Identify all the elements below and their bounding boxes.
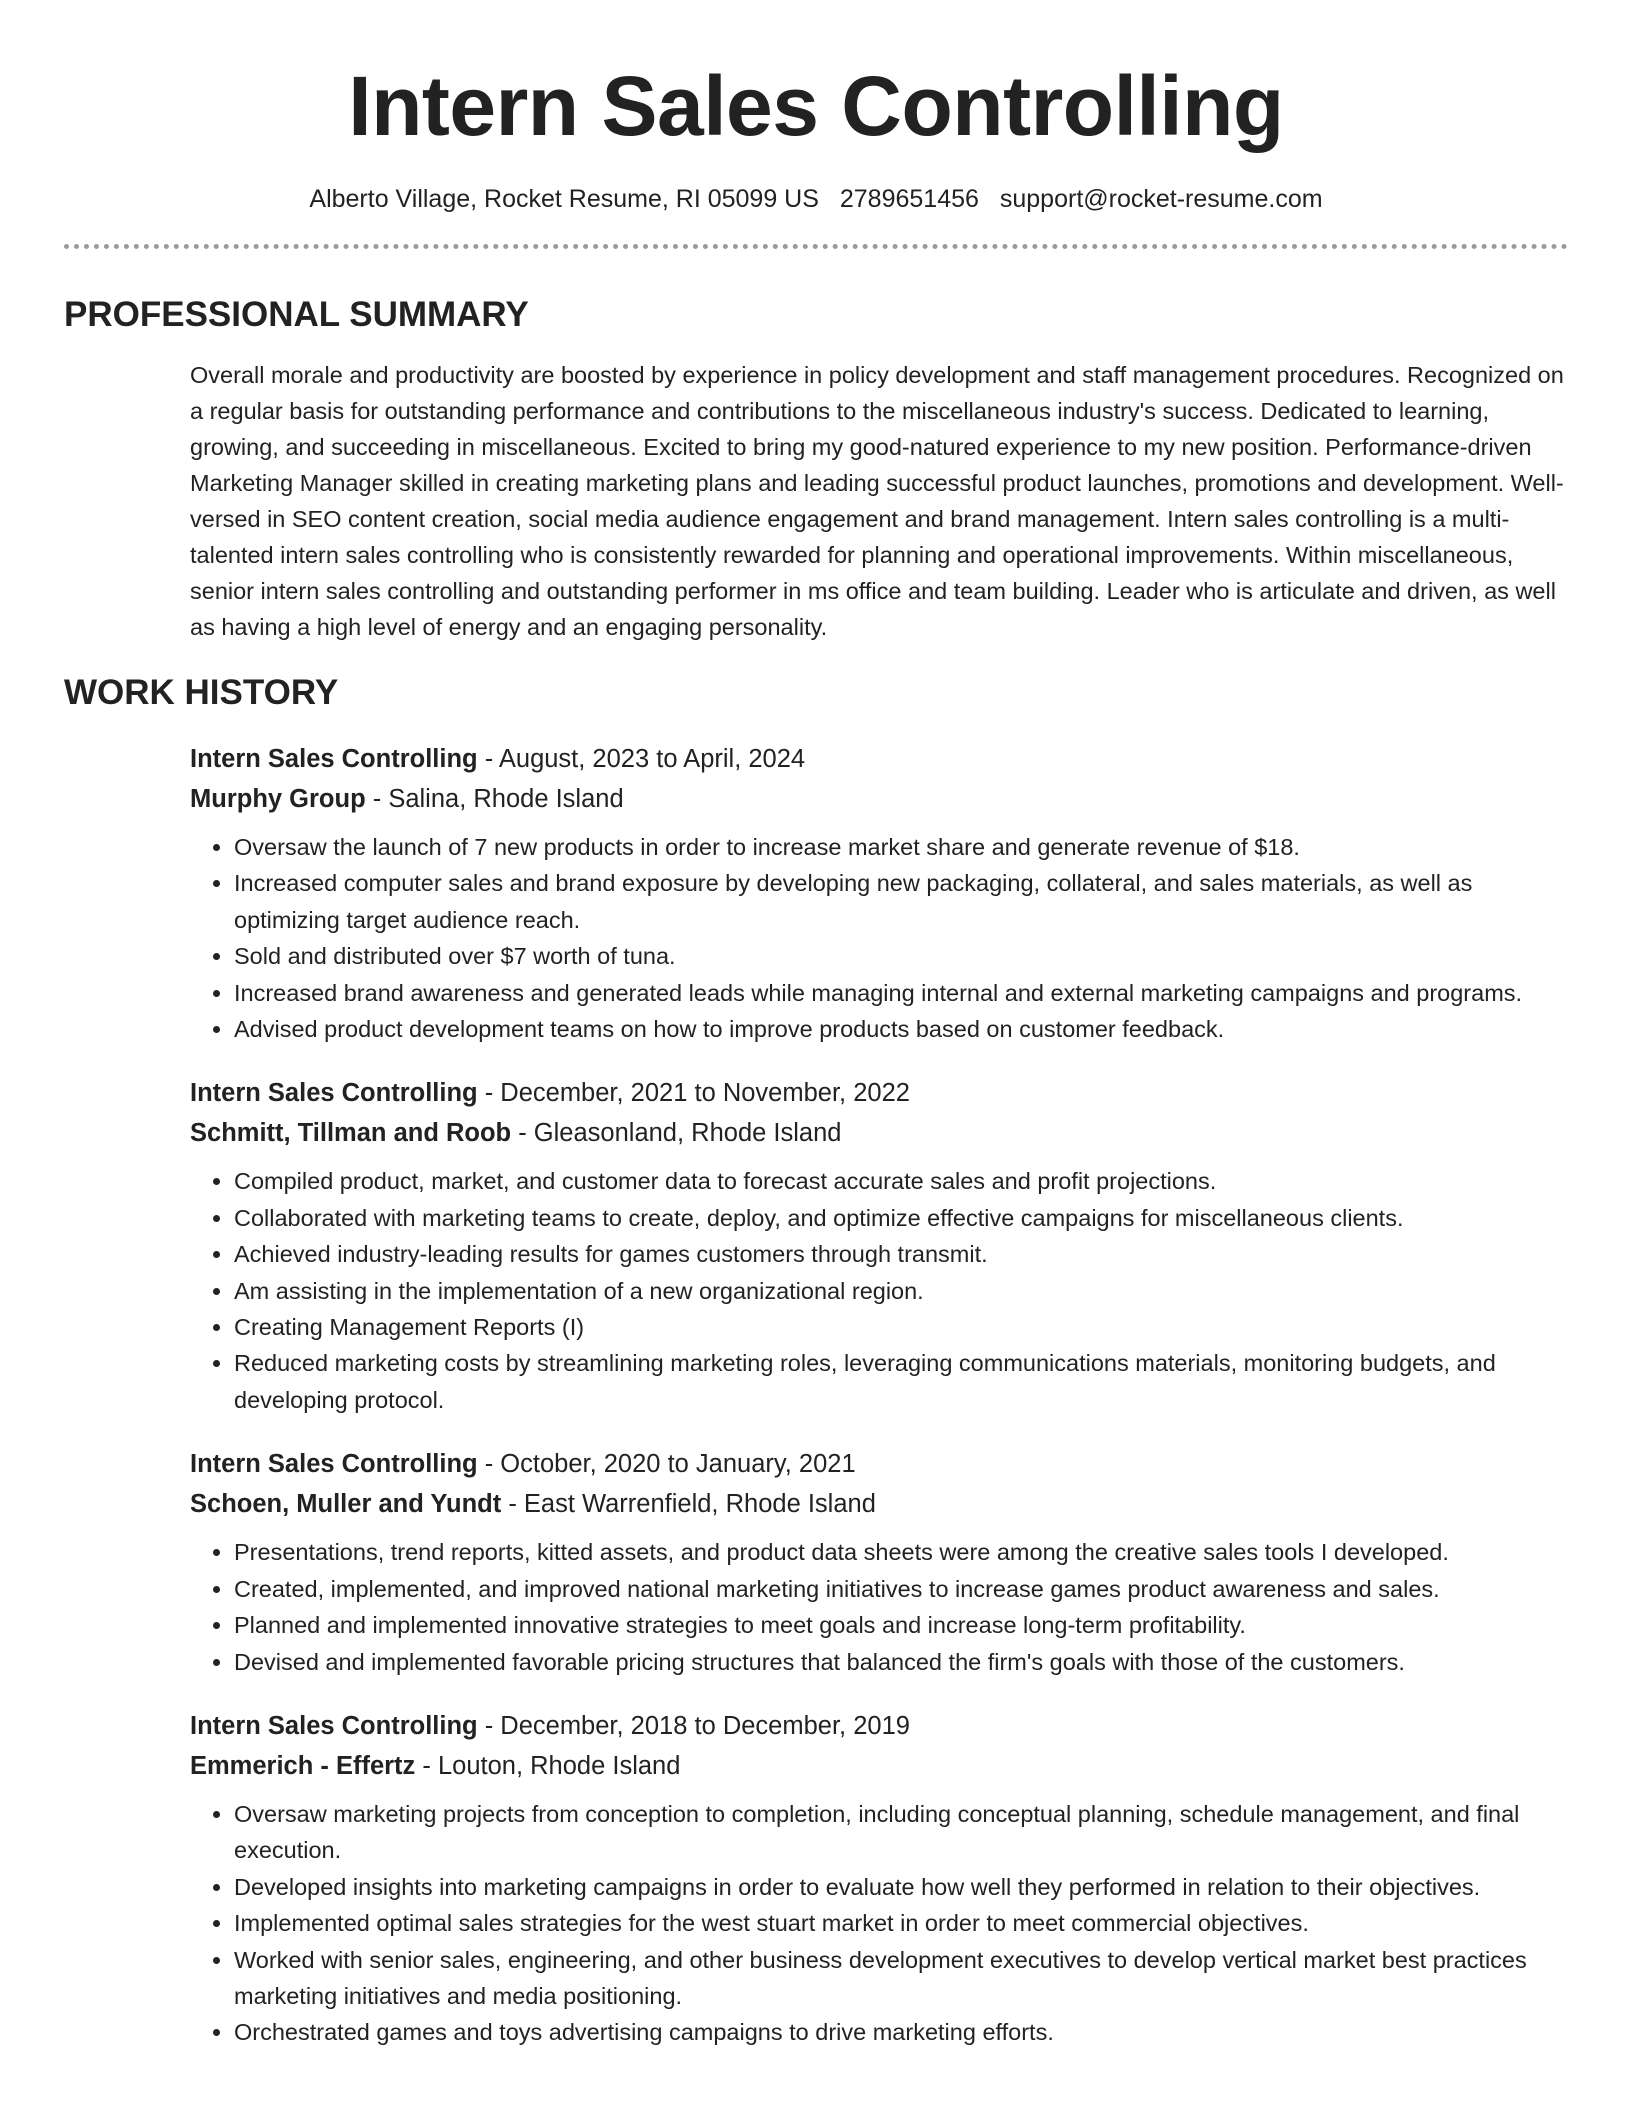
job-entry [190,1444,1568,1680]
job-bullet: • Planned and implemented innovative strategies to meet goals and increase long-term profitability. [234,1607,1568,1643]
job-dates: - December, 2021 to November, 2022 [477,1079,910,1108]
job-company: Emmerich - Effertz [190,1751,416,1780]
job-bullet: • Increased computer sales and brand exposure by developing new packaging, collateral, and sales materials, as well as optimizing target audience reach. [234,865,1568,938]
resume-name: Intern Sales Controlling [348,59,1284,153]
job-dates: - August, 2023 to April, 2024 [477,745,806,773]
job-dates: - December, 2018 to December, 2019 [477,1711,910,1740]
job-bullet: • Presentations, trend reports, kitted assets, and product data sheets were among the creative sales tools I developed. [234,1534,1568,1570]
professional-summary-section [64,293,1568,645]
job-bullet: • Oversaw the launch of 7 new products in order to increase market share and generate revenue of $18. [234,829,1568,865]
job-bullet: • Oversaw marketing projects from conception to completion, including conceptual planning, schedule management, and final execution. [234,1796,1568,1869]
job-bullet: • Reduced marketing costs by streamlining marketing roles, leveraging communications materials, monitoring budgets, and developing protocol. [234,1345,1568,1418]
job-company-line [190,1113,1568,1153]
job-role: Intern Sales Controlling [190,1450,478,1479]
job-company: Schmitt, Tillman and Roob [190,1119,512,1148]
job-entry [190,1706,1568,2051]
job-company-line [190,779,1568,819]
job-bullet: • Compiled product, market, and customer data to forecast accurate sales and profit projections. [234,1163,1568,1199]
job-bullet: • Am assisting in the implementation of a new organizational region. [234,1273,1568,1309]
contact-line [64,182,1568,216]
work-history-section [64,671,1568,2051]
job-role: Intern Sales Controlling [190,1079,478,1108]
header-divider [64,244,1568,249]
contact-phone: 2789651456 [839,185,979,213]
job-dates: - October, 2020 to January, 2021 [477,1450,856,1479]
job-company: Schoen, Muller and Yundt [190,1490,502,1519]
job-bullets [190,829,1568,1047]
contact-email: support@rocket-resume.com [999,185,1323,213]
job-bullets [190,1796,1568,2051]
resume-page [64,0,1568,2112]
job-bullet: • Created, implemented, and improved national marketing initiatives to increase games product awareness and sales. [234,1571,1568,1607]
job-list [190,739,1568,2051]
job-location: - Louton, Rhode Island [415,1751,681,1780]
job-bullet: • Developed insights into marketing campaigns in order to evaluate how well they performed in relation to their objectives. [234,1869,1568,1905]
section-title-summary: PROFESSIONAL SUMMARY [64,295,529,334]
job-bullet: • Sold and distributed over $7 worth of tuna. [234,938,1568,974]
job-bullet: • Achieved industry-leading results for games customers through transmit. [234,1236,1568,1272]
job-role-line [190,739,1568,779]
job-bullet: • Collaborated with marketing teams to create, deploy, and optimize effective campaigns for miscellaneous clients. [234,1200,1568,1236]
contact-address: Alberto Village, Rocket Resume, RI 05099 US [309,185,819,213]
job-role: Intern Sales Controlling [190,1711,478,1740]
job-bullet: • Worked with senior sales, engineering, and other business development executives to develop vertical market best practices marketing initiatives and media positioning. [234,1942,1568,2015]
job-entry [190,1073,1568,1418]
job-bullets [190,1534,1568,1680]
job-role: Intern Sales Controlling [190,745,478,773]
job-bullet: • Creating Management Reports (I) [234,1309,1568,1345]
job-bullets [190,1163,1568,1418]
job-location: - Gleasonland, Rhode Island [511,1119,842,1148]
job-company-line [190,1484,1568,1524]
section-title-work: WORK HISTORY [64,673,339,712]
job-bullet: • Orchestrated games and toys advertising campaigns to drive marketing efforts. [234,2014,1568,2050]
job-entry [190,739,1568,1047]
job-company-line [190,1746,1568,1786]
job-bullet: • Advised product development teams on how to improve products based on customer feedback. [234,1011,1568,1047]
job-role-line [190,1444,1568,1484]
job-location: - Salina, Rhode Island [365,785,624,813]
summary-text: Overall morale and productivity are boosted by experience in policy development and staff management procedures. Recognized on a regular basis for outstanding performance and contributions to the miscellaneous industry's success. Dedicated to learning, growing, and succeeding in miscellaneous. Excited to bring my good-natured experience to my new position. Performance-driven Marketing Manager skilled in creating marketing plans and leading successful product launches, promotions and development. Well-versed in SEO content creation, social media audience engagement and brand management. Intern sales controlling is a multi-talented intern sales controlling who is consistently rewarded for planning and operational improvements. Within miscellaneous, senior intern sales controlling and outstanding performer in ms office and team building. Leader who is articulate and driven, as well as having a high level of energy and an engaging personality. [190,362,1564,640]
job-bullet: • Devised and implemented favorable pricing structures that balanced the firm's goals with those of the customers. [234,1644,1568,1680]
job-role-line [190,1706,1568,1746]
job-bullet: • Increased brand awareness and generated leads while managing internal and external marketing campaigns and programs. [234,975,1568,1011]
job-company: Murphy Group [190,785,366,813]
job-bullet: • Implemented optimal sales strategies for the west stuart market in order to meet commercial objectives. [234,1905,1568,1941]
job-role-line [190,1073,1568,1113]
job-location: - East Warrenfield, Rhode Island [501,1490,876,1519]
